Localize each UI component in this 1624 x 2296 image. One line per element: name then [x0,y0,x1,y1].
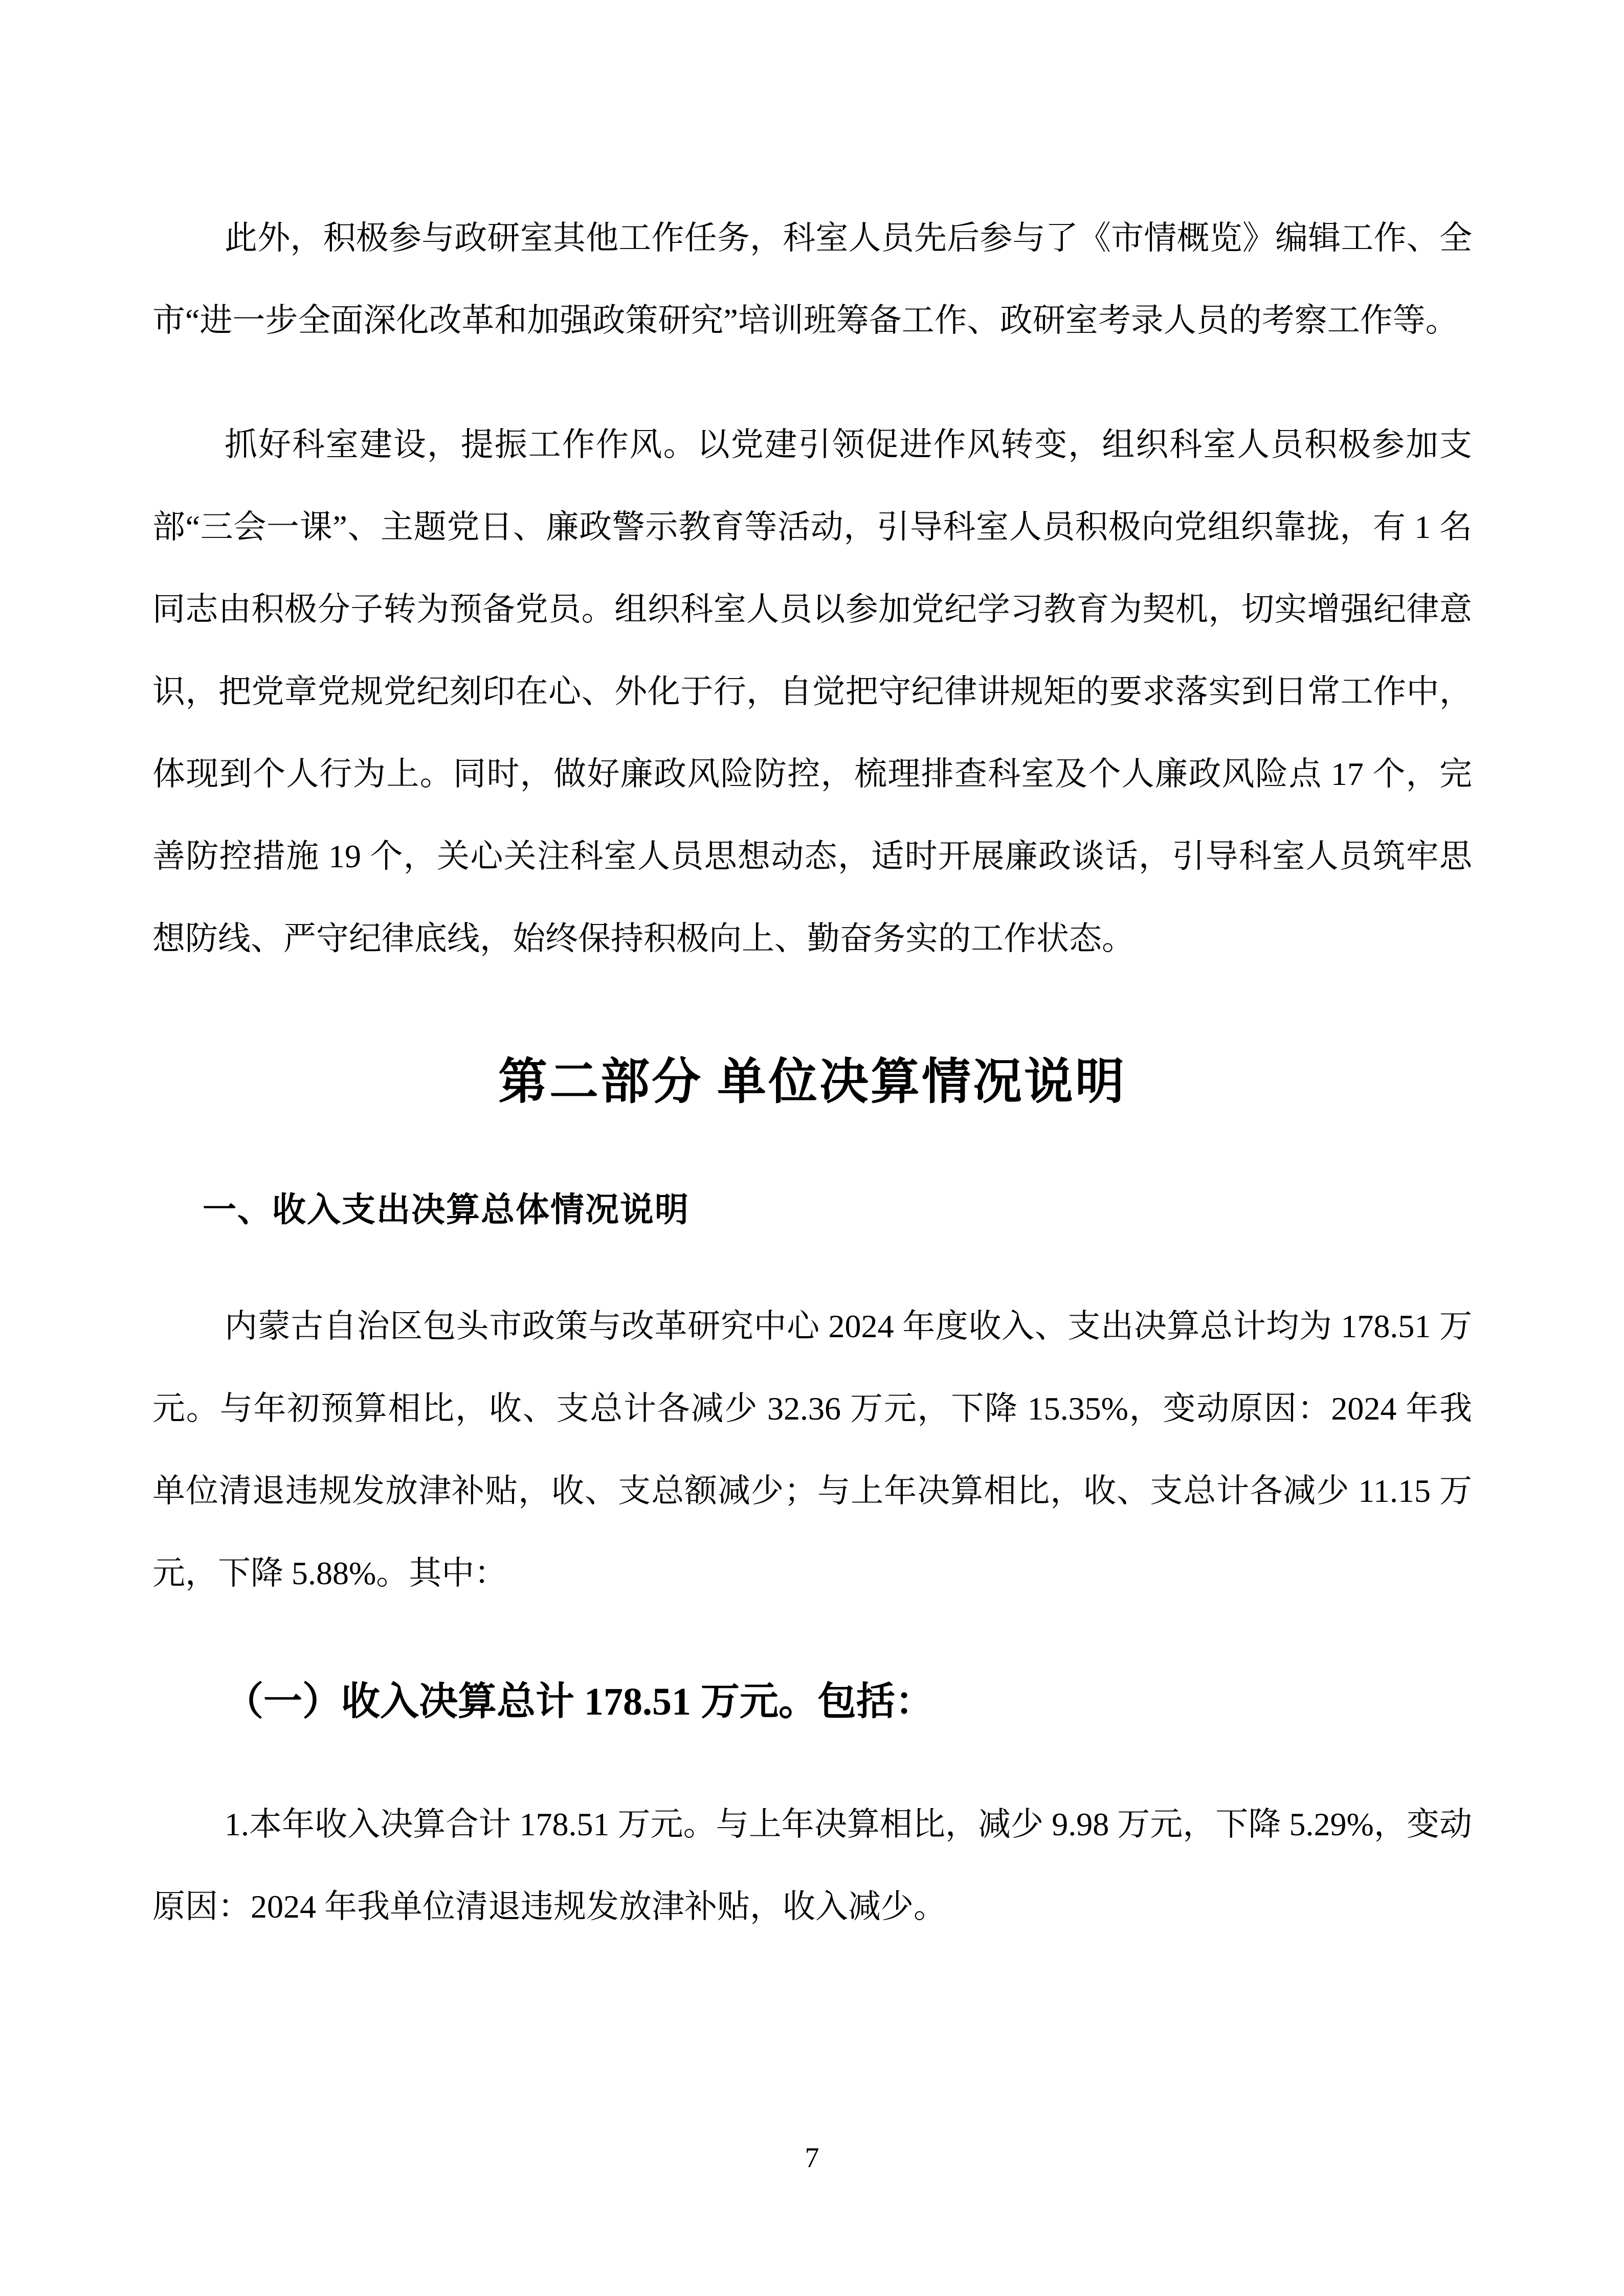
paragraph-budget-comparison: 内蒙古自治区包头市政策与改革研究中心 2024 年度收入、支出决算总计均为 178.51 万元。与年初预算相比，收、支总计各减少 32.36 万元，下降 15.35%，变动原因：2024 年我单位清退违规发放津补贴，收、支总额减少；与上年决算相比，收、支总计各减少 11.15 万元，下降 5.88%。其中： [152,1308,1472,1591]
paragraph-section-building: 抓好科室建设，提振工作作风。以党建引领促进作风转变，组织科室人员积极参加支部“三会一课”、主题党日、廉政警示教育等活动，引导科室人员积极向党组织靠拢，有 1 名同志由积极分子转为预备党员。组织科室人员以参加党纪学习教育为契机，切实增强纪律意识，把党章党规党纪刻印在心、外化于行，自觉把守纪律讲规矩的要求落实到日常工作中，体现到个人行为上。同时，做好廉政风险防控，梳理排查科室及个人廉政风险点 17 个，完善防控措施 19 个，关心关注科室人员思想动态，适时开展廉政谈话，引导科室人员筑牢思想防线、严守纪律底线，始终保持积极向上、勤奋务实的工作状态。 [152,426,1472,957]
paragraph-other-work: 此外，积极参与政研室其他工作任务，科室人员先后参与了《市情概览》编辑工作、全市“进一步全面深化改革和加强政策研究”培训班筹备工作、政研室考录人员的考察工作等。 [152,220,1472,339]
subsection-heading-income-total: （一）收入决算总计 178.51 万元。包括： [225,1680,934,1723]
page-number: 7 [805,2142,819,2174]
section-heading-income-expenditure-overview: 一、收入支出决算总体情况说明 [203,1190,689,1228]
paragraph-income-detail: 1.本年收入决算合计 178.51 万元。与上年决算相比，减少 9.98 万元，下降 5.29%，变动原因：2024 年我单位清退违规发放津补贴，收入减少。 [152,1806,1472,1925]
part-heading: 第二部分 单位决算情况说明 [498,1054,1126,1109]
